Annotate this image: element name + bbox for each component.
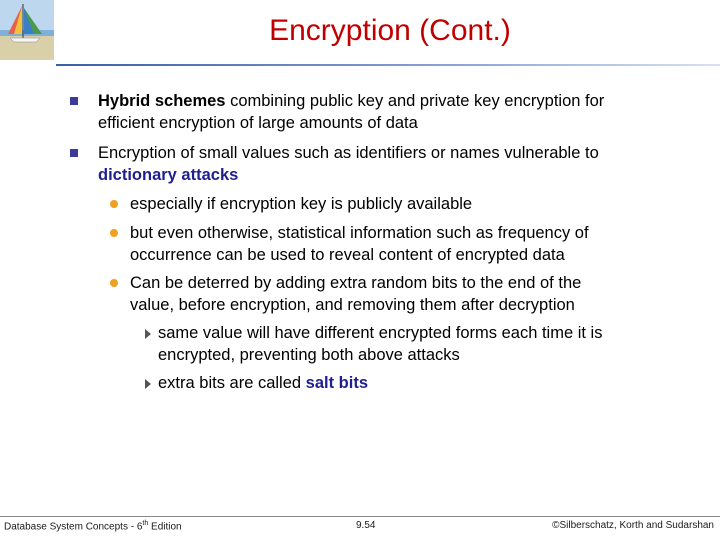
footer-slide-number: 9.54 — [356, 520, 376, 531]
sub-sub-bullet-text-line2: encrypted, preventing both above attacks — [158, 346, 460, 364]
sub-sub-bullet — [158, 372, 698, 394]
dot-bullet-icon — [110, 200, 118, 208]
footer-divider — [0, 516, 720, 517]
sub-bullet — [130, 222, 700, 266]
sub-sub-bullet — [158, 322, 698, 366]
sub-sub-bullet-text: same value will have different encrypted forms each time it is — [158, 324, 603, 342]
footer-edition-text: Edition — [148, 521, 182, 533]
bullet-text: combining public key and private key encryption for — [225, 92, 605, 110]
dot-bullet-icon — [110, 279, 118, 287]
sub-sub-bullet-text: extra bits are called — [158, 374, 306, 392]
sub-bullet-text: especially if encryption key is publicly available — [130, 195, 473, 213]
term-dictionary-attacks: dictionary attacks — [98, 166, 239, 184]
footer-book-title — [4, 520, 182, 532]
footer-book-title-text: Database System Concepts - 6 — [4, 521, 143, 533]
footer-copyright: ©Silberschatz, Korth and Sudarshan — [552, 520, 714, 531]
dot-bullet-icon — [110, 229, 118, 237]
bullet-lead-text: Hybrid schemes — [98, 92, 226, 110]
triangle-bullet-icon — [145, 379, 151, 389]
sub-bullet-text-line2: occurrence can be used to reveal content of encrypted data — [130, 246, 565, 264]
sub-bullet-text-line2: value, before encryption, and removing them after decryption — [130, 296, 575, 314]
slide-title: Encryption (Cont.) — [269, 14, 511, 47]
bullet-small-values — [98, 142, 698, 186]
sub-bullet-text: but even otherwise, statistical information such as frequency of — [130, 224, 589, 242]
title-divider — [56, 64, 720, 66]
sailboat-logo-icon — [0, 0, 54, 60]
sub-bullet — [130, 193, 700, 215]
footer-edition-sup: th — [142, 520, 149, 527]
bullet-text-line2: efficient encryption of large amounts of data — [98, 114, 418, 132]
bullet-hybrid-schemes — [98, 90, 698, 134]
triangle-bullet-icon — [145, 329, 151, 339]
square-bullet-icon — [70, 149, 78, 157]
term-salt-bits: salt bits — [305, 374, 369, 392]
square-bullet-icon — [70, 97, 78, 105]
bullet-text: Encryption of small values such as identifiers or names vulnerable to — [98, 144, 599, 162]
sub-bullet-text: Can be deterred by adding extra random bits to the end of the — [130, 274, 582, 292]
sub-bullet — [130, 272, 700, 316]
